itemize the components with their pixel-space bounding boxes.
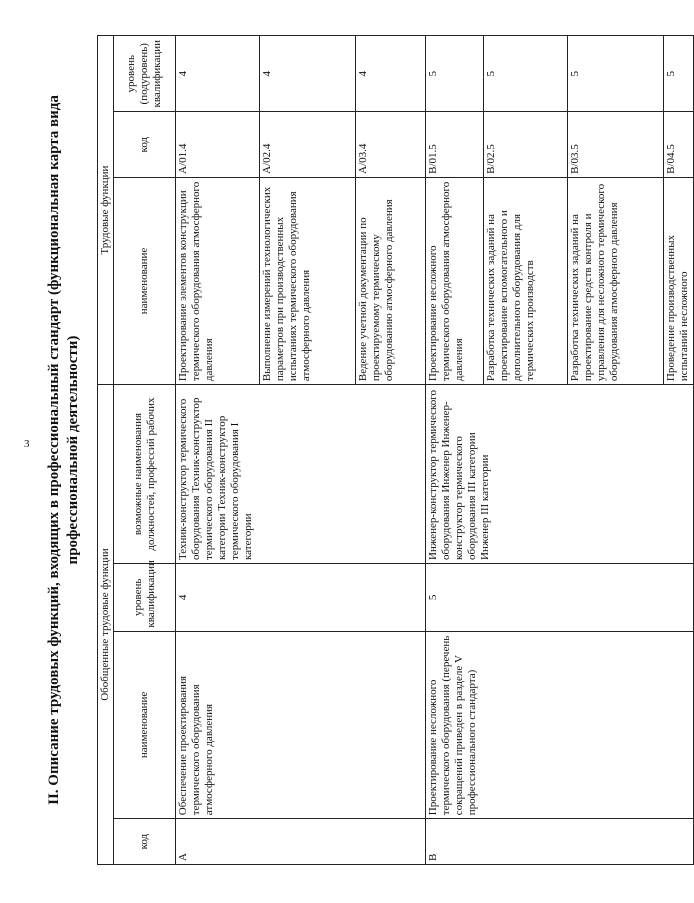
function-level: 5 (568, 36, 664, 112)
header-tf-code: код (114, 112, 176, 177)
function-name: Выполнение измерений технологических параметров при производственных испытаниях термического оборудования атмосферного давления (260, 177, 356, 384)
group-a-code: A (176, 819, 426, 865)
title-line-1: II. Описание трудовых функций, входящих в профессиональный стандарт (функциональная карта вида (46, 95, 62, 805)
function-code: A/02.4 (260, 112, 356, 177)
page-number: 3 (24, 438, 30, 450)
header-functions: Трудовые функции (98, 36, 114, 385)
rotated-page (45, 35, 690, 865)
group-a-positions: Техник-конструктор термического оборудования Техник-конструктор термического оборудования II категории Техник-конструктор термического оборудования I категории (176, 385, 426, 564)
group-b-positions: Инженер-конструктор термического оборудования Инженер Инженер-конструктор термического оборудования III категории Инженер III категории (426, 385, 694, 564)
header-code: код (114, 819, 176, 865)
group-a-name: Обеспечение проектирования термического оборудования атмосферного давления (176, 631, 426, 819)
table-row (426, 36, 484, 865)
function-name: Разработка технических заданий на проектирование средств контроля и управления для несложного термического оборудования атмосферного давления (568, 177, 664, 384)
function-level: 4 (176, 36, 260, 112)
header-positions: возможные наименования должностей, профессий рабочих (114, 385, 176, 564)
function-name: Разработка технических заданий на проектирование вспомогательного и дополнительного оборудования для термических производств (484, 177, 568, 384)
function-code: B/01.5 (426, 112, 484, 177)
group-b-code: B (426, 819, 694, 865)
function-code: B/04.5 (664, 112, 694, 177)
function-level: 5 (484, 36, 568, 112)
header-row-1 (98, 36, 114, 865)
function-level: 5 (664, 36, 694, 112)
group-b-name: Проектирование несложного термического оборудования (перечень сокращений приведен в разделе V профессионального стандарта) (426, 631, 694, 819)
function-code: B/03.5 (568, 112, 664, 177)
group-a-level: 4 (176, 564, 426, 632)
functional-map-table (97, 35, 694, 865)
function-level: 4 (356, 36, 426, 112)
function-level: 5 (426, 36, 484, 112)
header-tf-level: уровень (подуровень) квалификации (114, 36, 176, 112)
header-row-2 (114, 36, 176, 865)
function-name: Проведение производственных испытаний несложного (664, 177, 694, 384)
group-b-level: 5 (426, 564, 694, 632)
function-name: Проектирование элементов конструкции термического оборудования атмосферного давления (176, 177, 260, 384)
header-level: уровень квалификации (114, 564, 176, 632)
function-code: A/01.4 (176, 112, 260, 177)
header-generalized: Обобщенные трудовые функции (98, 385, 114, 865)
title-line-2: профессиональной деятельности) (65, 335, 81, 565)
header-tf-name: наименование (114, 177, 176, 384)
table-row (176, 36, 260, 865)
function-code: A/03.4 (356, 112, 426, 177)
function-level: 4 (260, 36, 356, 112)
function-name: Проектирование несложного термического оборудования атмосферного давления (426, 177, 484, 384)
function-code: B/02.5 (484, 112, 568, 177)
function-name: Ведение учетной документации по проектируемому термическому оборудованию атмосферного давления (356, 177, 426, 384)
header-name: наименование (114, 631, 176, 819)
section-title (45, 35, 83, 865)
